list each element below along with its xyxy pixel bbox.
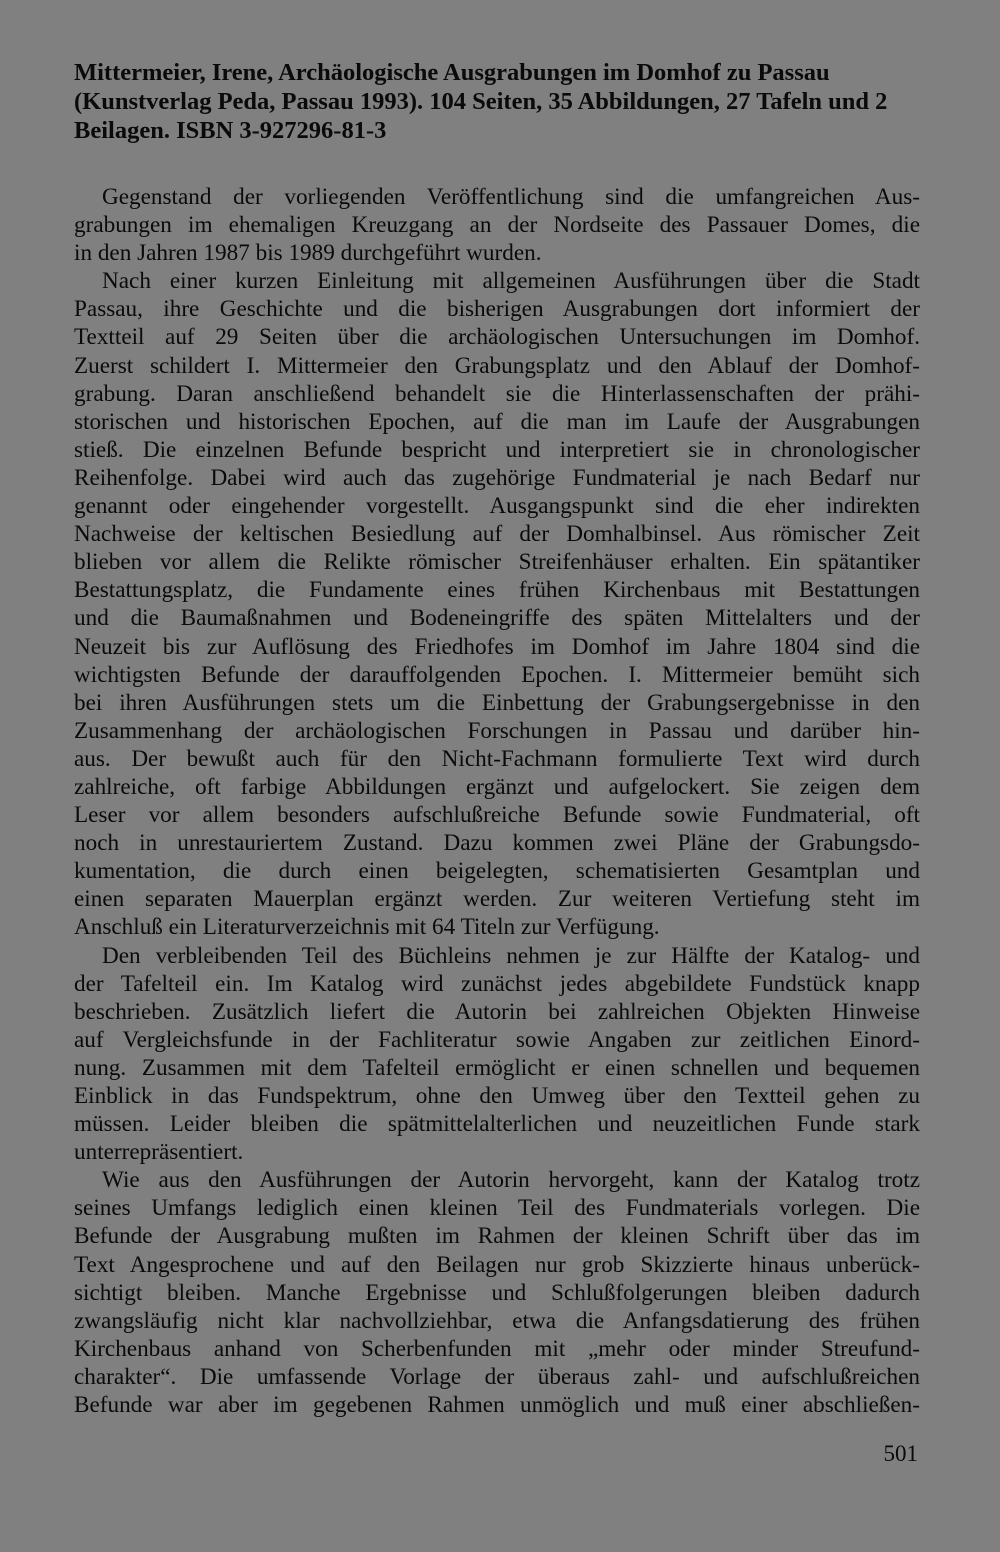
text-line: der Tafelteil ein. Im Katalog wird zunächst jedes abgebildete Fundstück knapp [74,970,920,997]
text-line: Zuerst schildert I. Mittermeier den Grabungsplatz und den Ablauf der Domhof- [74,352,920,379]
text-line: wichtigsten Befunde der darauffolgenden Epochen. I. Mittermeier bemüht sich [74,661,920,688]
review-page [74,58,920,1419]
text-line: nung. Zusammen mit dem Tafelteil ermöglicht er einen schnellen und bequemen [74,1054,920,1081]
text-line: genannt oder eingehender vorgestellt. Ausgangspunkt sind die eher indirekten [74,493,920,520]
page-number: 501 [883,1441,918,1466]
header-line: Mittermeier, Irene, Archäologische Ausgrabungen im Domhof zu Passau [74,59,830,86]
text-line: charakter“. Die umfassende Vorlage der überaus zahl- und aufschlußreichen [74,1363,920,1390]
text-line: in den Jahren 1987 bis 1989 durchgeführt wurden. [74,240,542,267]
text-line: Passau, ihre Geschichte und die bisherigen Ausgrabungen dort informiert der [74,296,920,323]
text-line: seines Umfangs lediglich einen kleinen Teil des Fundmaterials vorlegen. Die [74,1195,920,1222]
text-line: zwangsläufig nicht klar nachvollziehbar, etwa die Anfangsdatierung des frühen [74,1307,920,1334]
text-line: einen separaten Mauerplan ergänzt werden. Zur weiteren Vertiefung steht im [74,886,920,913]
text-line: Anschluß ein Literaturverzeichnis mit 64 Titeln zur Verfügung. [74,914,660,941]
text-line: Wie aus den Ausführungen der Autorin hervorgeht, kann der Katalog trotz [102,1167,920,1194]
text-line: Neuzeit bis zur Auflösung des Friedhofes im Domhof im Jahre 1804 sind die [74,633,920,660]
text-line: unterrepräsentiert. [74,1139,244,1166]
text-line: Reihenfolge. Dabei wird auch das zugehörige Fundmaterial je nach Bedarf nur [74,464,920,491]
text-line: beschrieben. Zusätzlich liefert die Autorin bei zahlreichen Objekten Hinweise [74,998,920,1025]
text-line: Einblick in das Fundspektrum, ohne den Umweg über den Textteil gehen zu [74,1083,920,1109]
text-line: storischen und historischen Epochen, auf die man im Laufe der Ausgrabungen [74,408,920,435]
text-line: Textteil auf 29 Seiten über die archäologischen Untersuchungen im Domhof. [74,324,920,351]
header-line: (Kunstverlag Peda, Passau 1993). 104 Seiten, 35 Abbildungen, 27 Tafeln und 2 [74,88,888,115]
text-line: Zusammenhang der archäologischen Forschungen in Passau und darüber hin- [74,717,920,744]
header-line: Beilagen. ISBN 3-927296-81-3 [74,117,387,144]
review-body [74,183,920,1419]
text-line: sichtigt bleiben. Manche Ergebnisse und Schlußfolgerungen bleiben dadurch [74,1279,920,1306]
text-line: stieß. Die einzelnen Befunde bespricht und interpretiert sie in chronologischer [74,436,920,463]
paragraph [74,183,920,267]
paragraph [74,942,920,1167]
text-line: Gegenstand der vorliegenden Veröffentlichung sind die umfangreichen Aus- [102,184,920,210]
text-line: Nach einer kurzen Einleitung mit allgemeinen Ausführungen über die Stadt [102,268,920,295]
text-line: Bestattungsplatz, die Fundamente eines frühen Kirchenbaus mit Bestattungen [74,577,920,604]
paragraph [74,267,920,941]
bibliographic-header [74,58,920,145]
text-line: Leser vor allem besonders aufschlußreiche Befunde sowie Fundmaterial, oft [74,802,920,829]
text-line: müssen. Leider bleiben die spätmittelalterlichen und neuzeitlichen Funde stark [74,1111,920,1138]
text-line: aus. Der bewußt auch für den Nicht-Fachmann formulierte Text wird durch [74,745,920,772]
text-line: Befunde der Ausgrabung mußten im Rahmen der kleinen Schrift über das im [74,1223,920,1250]
text-line: und die Baumaßnahmen und Bodeneingriffe des späten Mittelalters und der [74,605,920,632]
text-line: grabung. Daran anschließend behandelt sie die Hinterlassenschaften der prähi- [74,380,920,407]
text-line: Den verbleibenden Teil des Büchleins nehmen je zur Hälfte der Katalog- und [102,942,920,969]
text-line: Text Angesprochene und auf den Beilagen nur grob Skizzierte hinaus unberück- [74,1251,920,1278]
text-line: bei ihren Ausführungen stets um die Einbettung der Grabungsergebnisse in den [74,689,920,716]
text-line: noch in unrestauriertem Zustand. Dazu kommen zwei Pläne der Grabungsdo- [74,830,920,857]
text-line: Befunde war aber im gegebenen Rahmen unmöglich und muß einer abschließen- [74,1392,920,1419]
text-line: auf Vergleichsfunde in der Fachliteratur sowie Angaben zur zeitlichen Einord- [74,1026,920,1053]
text-line: Kirchenbaus anhand von Scherbenfunden mit „mehr oder minder Streufund- [74,1335,920,1362]
text-line: kumentation, die durch einen beigelegten, schematisierten Gesamtplan und [74,858,920,885]
text-line: grabungen im ehemaligen Kreuzgang an der Nordseite des Passauer Domes, die [74,212,920,239]
text-line: Nachweise der keltischen Besiedlung auf der Domhalbinsel. Aus römischer Zeit [74,521,920,548]
text-line: zahlreiche, oft farbige Abbildungen ergänzt und aufgelockert. Sie zeigen dem [74,773,920,800]
text-line: blieben vor allem die Relikte römischer Streifenhäuser erhalten. Ein spätantiker [74,549,920,576]
paragraph [74,1166,920,1419]
